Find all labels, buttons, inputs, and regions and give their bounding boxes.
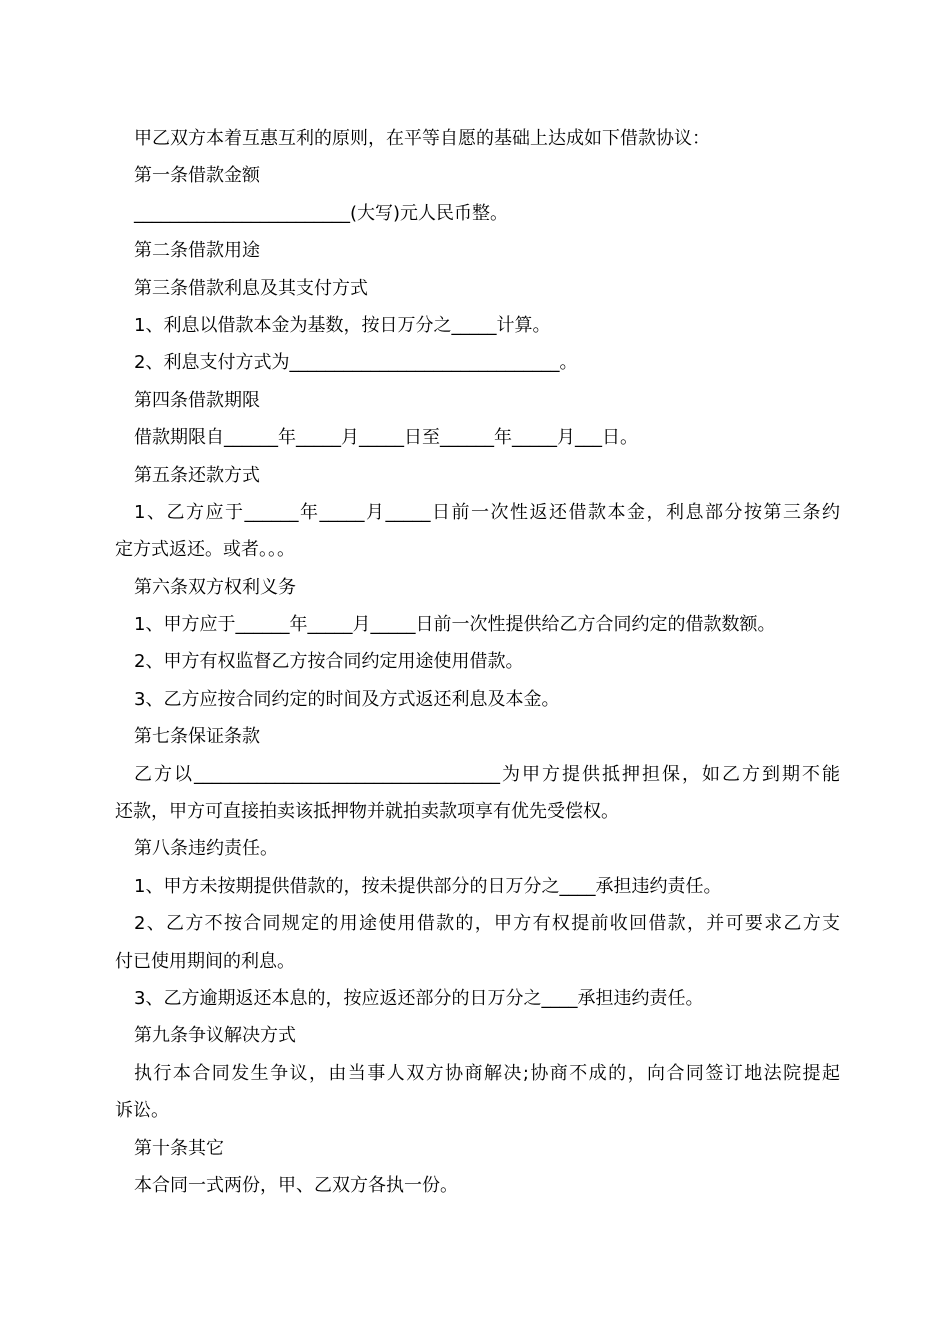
article-5-item-1-line-2: 定方式返还。或者。。。: [115, 539, 295, 561]
article-1-body: ________________________(大写)元人民币整。: [134, 202, 509, 224]
article-2-heading: 第二条借款用途: [134, 240, 260, 262]
article-6-item-3: 3、乙方应按合同约定的时间及方式返还利息及本金。: [134, 688, 560, 710]
intro-paragraph: 甲乙双方本着互惠互利的原则，在平等自愿的基础上达成如下借款协议：: [134, 128, 710, 149]
article-8-item-2-line-2: 付已使用期间的利息。: [115, 950, 295, 972]
article-7-heading: 第七条保证条款: [134, 726, 260, 748]
article-5-heading: 第五条还款方式: [134, 464, 260, 486]
article-6-heading: 第六条双方权利义务: [134, 576, 296, 598]
article-8-item-3: 3、乙方逾期返还本息的，按应返还部分的日万分之____承担违约责任。: [134, 987, 704, 1009]
article-6-item-2: 2、甲方有权监督乙方按合同约定用途使用借款。: [134, 651, 524, 673]
article-9-heading: 第九条争议解决方式: [134, 1025, 296, 1047]
article-8-heading: 第八条违约责任。: [134, 838, 278, 860]
article-7-body-line-2: 还款，甲方可直接拍卖该抵押物并就拍卖款项享有优先受偿权。: [115, 801, 619, 823]
article-6-item-1: 1、甲方应于______年_____月_____日前一次性提供给乙方合同约定的借款数额。: [134, 614, 776, 636]
contract-body: [115, 120, 840, 1204]
article-5-item-1-line-1: 1、乙方应于______年_____月_____日前一次性返还借款本金，利息部分按第三条约: [134, 501, 840, 523]
article-8-item-2-line-1: 2、乙方不按合同规定的用途使用借款的，甲方有权提前收回借款，并可要求乙方支: [134, 913, 840, 935]
article-10-body: 本合同一式两份，甲、乙双方各执一份。: [134, 1174, 458, 1196]
article-9-body-line-1: 执行本合同发生争议，由当事人双方协商解决;协商不成的，向合同签订地法院提起: [134, 1062, 840, 1084]
article-4-body: 借款期限自______年_____月_____日至______年_____月___日。: [134, 427, 638, 449]
article-3-item-2: 2、利息支付方式为______________________________。: [134, 352, 578, 374]
article-7-body-line-1: 乙方以__________________________________为甲方提供抵押担保，如乙方到期不能: [134, 763, 840, 785]
article-9-body-line-2: 诉讼。: [115, 1100, 169, 1122]
article-1-heading: 第一条借款金额: [134, 165, 260, 187]
article-3-item-1: 1、利息以借款本金为基数，按日万分之_____计算。: [134, 314, 551, 336]
article-4-heading: 第四条借款期限: [134, 389, 260, 411]
article-8-item-1: 1、甲方未按期提供借款的，按未提供部分的日万分之____承担违约责任。: [134, 875, 722, 897]
article-10-heading: 第十条其它: [134, 1137, 224, 1159]
article-3-heading: 第三条借款利息及其支付方式: [134, 277, 368, 299]
